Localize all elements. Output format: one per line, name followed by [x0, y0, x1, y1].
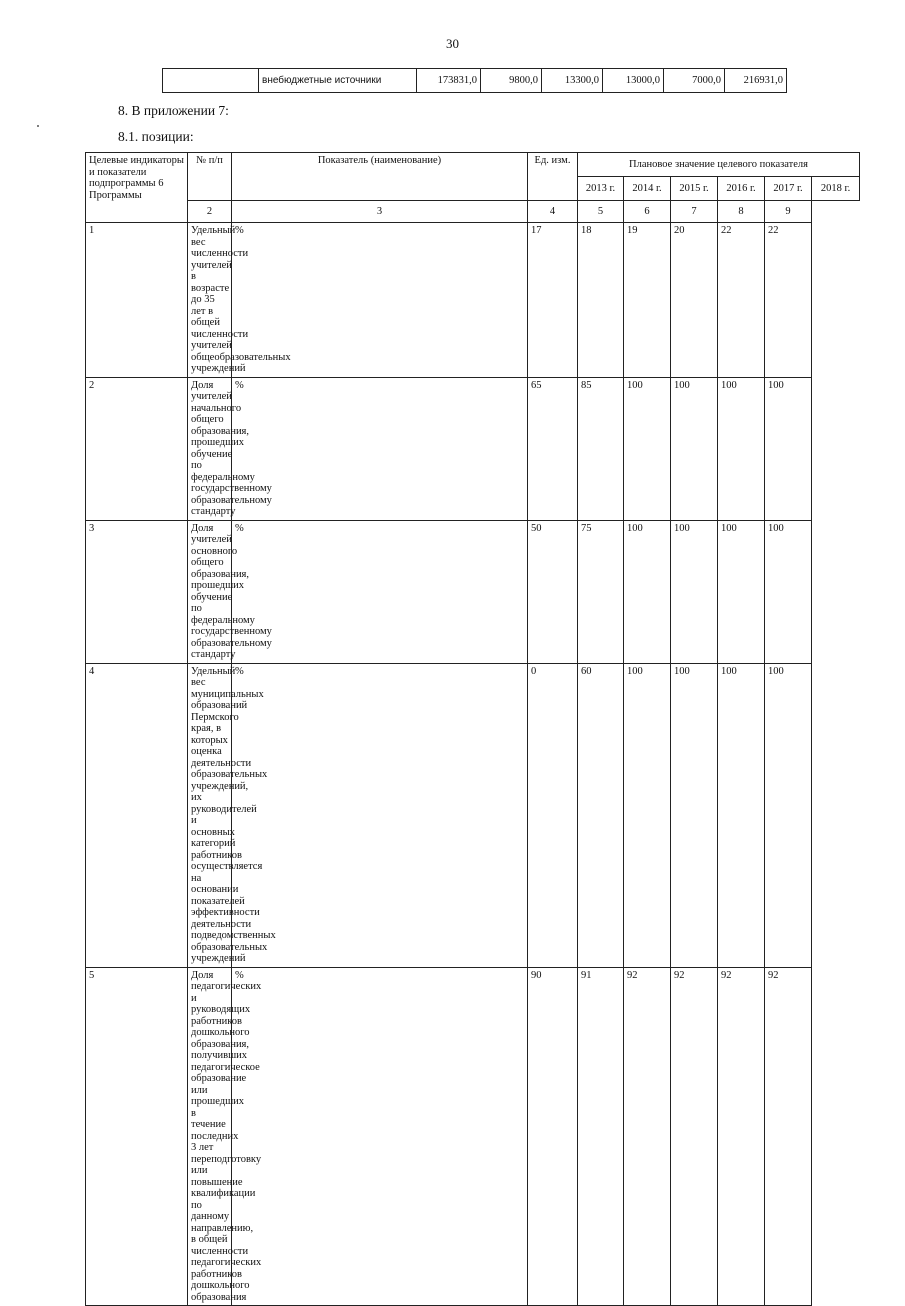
indicator-line: направлению, в общей численности педагогических	[191, 1222, 262, 1268]
indicator-name	[188, 663, 276, 967]
value-cell: 100	[765, 663, 812, 967]
funding-table-fragment	[162, 68, 787, 93]
indicator-line: Удельный вес муниципальных образований	[191, 665, 264, 711]
value-cell: 100	[671, 663, 718, 967]
header-unit: Ед. изм.	[528, 153, 578, 201]
row-number: 4	[86, 663, 188, 967]
unit-cell: %	[232, 223, 528, 378]
table-row	[86, 967, 860, 1306]
value-cell: 17	[528, 223, 578, 378]
value-cell: 65	[528, 377, 578, 520]
indicator-line: деятельности подведомственных образовательных	[191, 918, 276, 953]
col-number: 4	[528, 201, 578, 223]
value-cell: 100	[624, 520, 671, 663]
table-row	[86, 663, 860, 967]
empty-cell	[163, 69, 259, 93]
row-number: 3	[86, 520, 188, 663]
indicator-line: общеобразовательных учреждений	[191, 351, 291, 374]
value-cell: 91	[578, 967, 624, 1306]
table-row	[86, 223, 860, 378]
value-cell: 100	[718, 520, 765, 663]
indicator-line: государственному образовательному стандарту	[191, 626, 272, 660]
indicator-name	[188, 377, 272, 520]
table-row	[86, 520, 860, 663]
header-planned: Плановое значение целевого показателя	[578, 153, 860, 177]
value-cell: 7000,0	[664, 69, 725, 93]
table-row	[86, 377, 860, 520]
source-label: внебюджетные источники	[259, 69, 417, 93]
value-cell: 50	[528, 520, 578, 663]
indicator-line: до 35 лет в общей численности учителей	[191, 294, 249, 351]
indicator-name	[188, 967, 262, 1306]
indicator-line: на основании показателей эффективности	[191, 872, 260, 918]
unit-cell: %	[232, 520, 528, 663]
indicator-line: образовательных учреждений, их руководителей	[191, 769, 268, 815]
value-cell: 13300,0	[542, 69, 603, 93]
indicator-line: или повышение квалификации по данному	[191, 1165, 256, 1222]
value-cell: 75	[578, 520, 624, 663]
col-number: 2	[188, 201, 232, 223]
value-cell: 92	[718, 967, 765, 1306]
value-cell: 19	[624, 223, 671, 378]
year-header: 2015 г.	[671, 177, 718, 201]
value-cell: 100	[624, 377, 671, 520]
group-label: Целевые индикаторы и показатели подпрограммы 6 Программы	[86, 153, 188, 223]
col-number: 6	[624, 201, 671, 223]
value-cell: 60	[578, 663, 624, 967]
value-cell: 100	[671, 377, 718, 520]
value-cell: 85	[578, 377, 624, 520]
row-number: 5	[86, 967, 188, 1306]
value-cell: 13000,0	[603, 69, 664, 93]
column-numbers-row	[86, 201, 860, 223]
unit-cell: %	[232, 377, 528, 520]
value-cell: 216931,0	[725, 69, 787, 93]
indicator-line: педагогическое образование или прошедших	[191, 1061, 260, 1107]
value-cell: 0	[528, 663, 578, 967]
indicator-line: Пермского края, в которых оценка деятельности	[191, 711, 252, 769]
header-num: № п/п	[188, 153, 232, 201]
value-cell: 100	[624, 663, 671, 967]
indicator-name	[188, 223, 291, 378]
unit-cell: %	[232, 967, 528, 1306]
col-number: 8	[718, 201, 765, 223]
indicator-line: в течение последних 3 лет переподготовку	[191, 1107, 262, 1165]
indicator-line: государственному образовательному стандарту	[191, 483, 272, 517]
section-heading-8-1: 8.1. позиции:	[118, 129, 194, 144]
year-header: 2014 г.	[624, 177, 671, 201]
value-cell: 92	[671, 967, 718, 1306]
value-cell: 22	[718, 223, 765, 378]
row-number: 1	[86, 223, 188, 378]
indicator-line: Удельный вес численности учителей в возрасте	[191, 225, 249, 294]
indicator-name	[188, 520, 272, 663]
value-cell: 100	[718, 377, 765, 520]
col-number: 7	[671, 201, 718, 223]
table-row	[163, 69, 787, 93]
indicator-line: учреждений	[191, 953, 246, 964]
value-cell: 92	[624, 967, 671, 1306]
value-cell: 18	[578, 223, 624, 378]
value-cell: 9800,0	[481, 69, 542, 93]
header-row	[86, 153, 860, 177]
col-number: 9	[765, 201, 812, 223]
value-cell: 90	[528, 967, 578, 1306]
unit-cell: %	[232, 663, 528, 967]
year-header: 2017 г.	[765, 177, 812, 201]
value-cell: 22	[765, 223, 812, 378]
indicator-line: прошедших обучение по федеральному	[191, 580, 255, 626]
value-cell: 173831,0	[417, 69, 481, 93]
header-indicator: Показатель (наименование)	[232, 153, 528, 201]
value-cell: 100	[671, 520, 718, 663]
value-cell: 100	[765, 377, 812, 520]
indicator-line: Доля учителей основного общего образования,	[191, 522, 250, 580]
page-number: 30	[446, 36, 459, 51]
indicator-line: Доля учителей начального общего образования,	[191, 379, 250, 437]
scan-speck	[37, 125, 39, 127]
year-header: 2018 г.	[812, 177, 860, 201]
col-number: 5	[578, 201, 624, 223]
year-header: 2013 г.	[578, 177, 624, 201]
year-header: 2016 г.	[718, 177, 765, 201]
indicators-table	[85, 152, 860, 1306]
indicator-line: дошкольного образования, получивших	[191, 1027, 250, 1061]
indicator-line: Доля педагогических и руководящих работников	[191, 969, 262, 1027]
value-cell: 100	[765, 520, 812, 663]
value-cell: 100	[718, 663, 765, 967]
row-number: 2	[86, 377, 188, 520]
indicator-line: прошедших обучение по федеральному	[191, 437, 255, 483]
indicator-line: и основных категорий работников осуществляется	[191, 815, 263, 872]
col-number: 3	[232, 201, 528, 223]
indicator-line: работников дошкольного образования	[191, 1268, 250, 1303]
section-heading-8: 8. В приложении 7:	[118, 103, 229, 118]
value-cell: 92	[765, 967, 812, 1306]
value-cell: 20	[671, 223, 718, 378]
